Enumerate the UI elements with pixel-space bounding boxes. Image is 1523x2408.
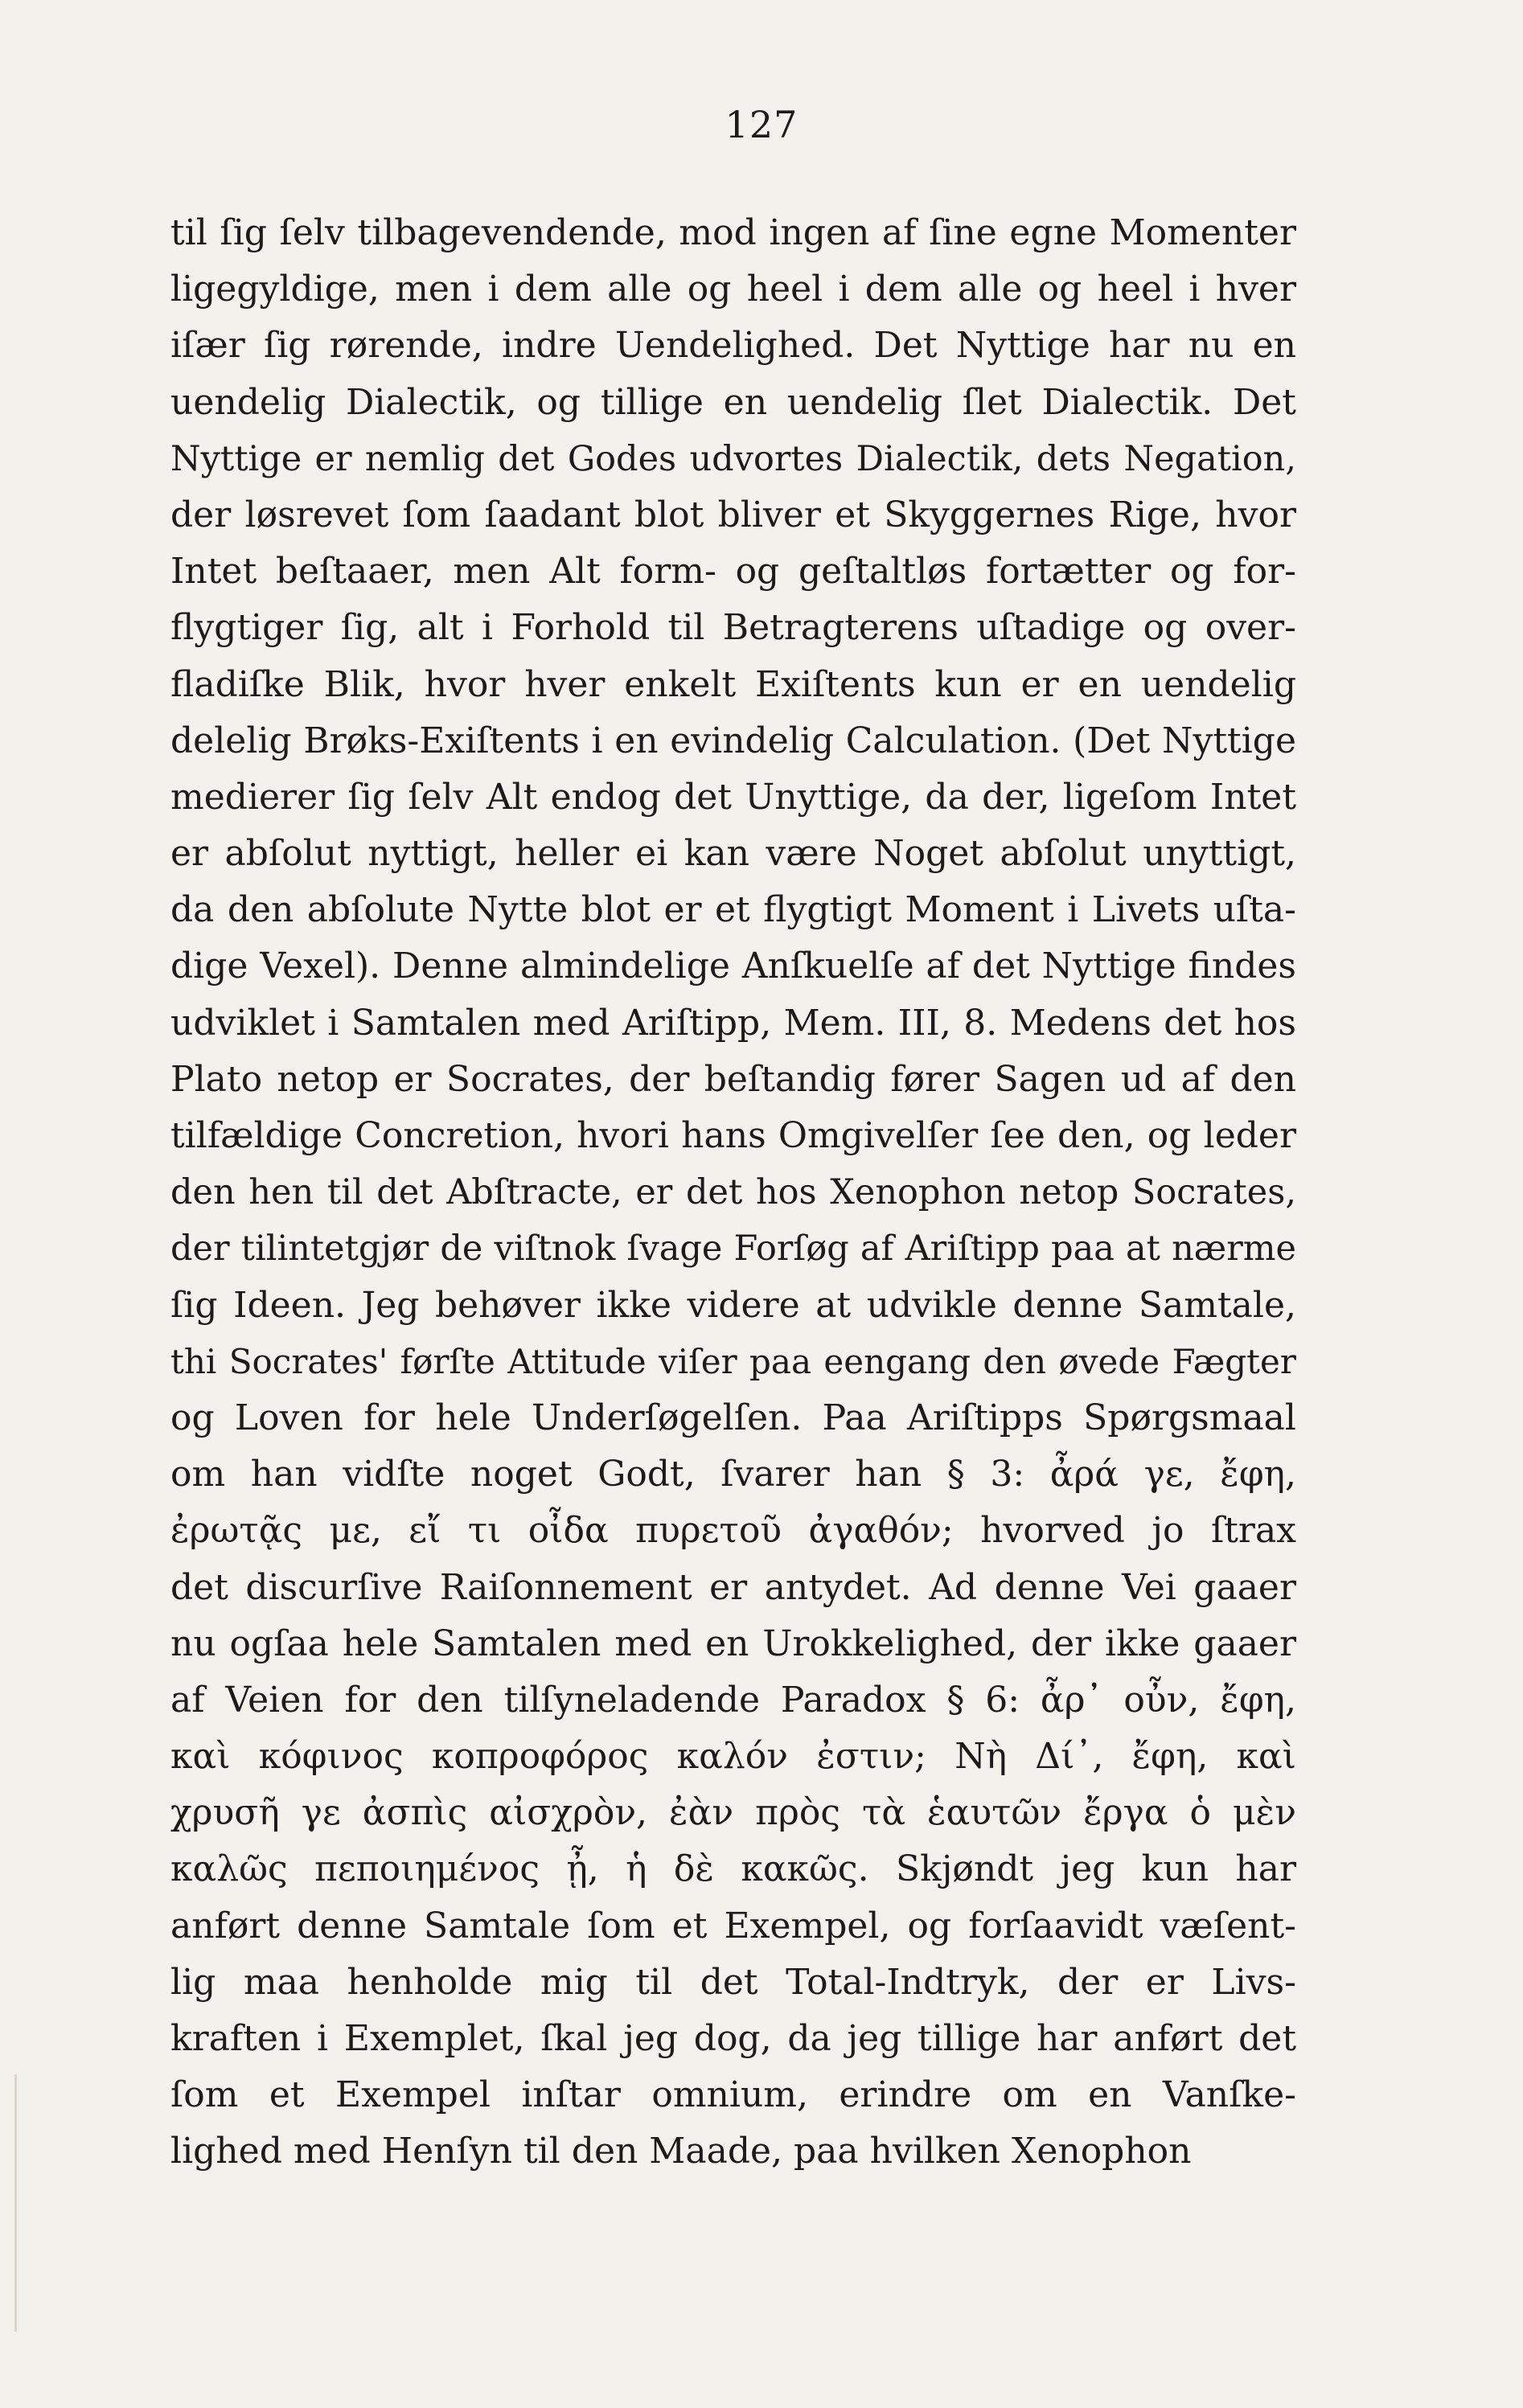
text-line: Plato netop er Socrates, der beſtandig fører Sagen ud af den xyxy=(170,1058,1296,1100)
text-line: καὶ κόφινος κοπροφόρος καλόν ἐστιν; Νὴ Δί᾽, ἔφη, καὶ xyxy=(170,1736,1296,1778)
text-line: er abſolut nyttigt, heller ei kan være Noget abſolut unyttigt, xyxy=(170,833,1296,875)
text-line: udviklet i Samtalen med Ariſtipp, Mem. III, 8. Medens det hos xyxy=(170,1002,1296,1044)
text-line: thi Socrates' førſte Attitude viſer paa eengang den øvede Fægter xyxy=(170,1341,1296,1381)
text-line: lighed med Henſyn til den Maade, paa hvilken Xenophon xyxy=(170,2131,1192,2172)
text-line: medierer ſig ſelv Alt endog det Unyttige, da der, ligeſom Intet xyxy=(170,776,1296,818)
text-line: ἐρωτᾷς με, εἴ τι οἶδα πυρετοῦ ἀγαθόν; hvorved jo ſtrax xyxy=(170,1510,1296,1552)
text-line: uendelig Dialectik, og tillige en uendelig ſlet Dialectik. Det xyxy=(170,381,1296,423)
text-line: om han vidſte noget Godt, ſvarer han § 3: ἆρά γε, ἔφη, xyxy=(170,1454,1296,1495)
text-line: delelig Brøks-Exiſtents i en evindelig Calculation. (Det Nyttige xyxy=(170,720,1296,761)
text-line: καλῶς πεποιημένος ᾖ, ἡ δὲ κακῶς. Skjøndt jeg kun har xyxy=(170,1848,1296,1890)
body-text xyxy=(170,205,1296,2180)
text-line: Intet beſtaaer, men Alt form- og geſtaltløs fortætter og for- xyxy=(170,551,1296,593)
text-line: fladiſke Blik, hvor hver enkelt Exiſtents kun er en uendelig xyxy=(170,663,1296,705)
text-line: Nyttige er nemlig det Godes udvortes Dialectik, dets Negation, xyxy=(170,438,1296,479)
text-line: og Loven for hele Underſøgelſen. Paa Ariſtipps Spørgsmaal xyxy=(170,1397,1296,1438)
text-line: flygtiger ſig, alt i Forhold til Betragterens uſtadige og over- xyxy=(170,607,1296,649)
text-line: den hen til det Abſtracte, er det hos Xenophon netop Socrates, xyxy=(170,1172,1296,1213)
text-line: der tilintetgjør de viſtnok ſvage Forſøg af Ariſtipp paa at nærme xyxy=(170,1229,1296,1270)
text-line: tilfældige Concretion, hvori hans Omgivelſer ſee den, og leder xyxy=(170,1115,1296,1156)
text-line: til ſig ſelv tilbagevendende, mod ingen af ſine egne Momenter xyxy=(170,212,1296,253)
text-line: der løsrevet ſom ſaadant blot bliver et Skyggernes Rige, hvor xyxy=(170,494,1296,535)
text-line: ſig Ideen. Jeg behøver ikke videre at udvikle denne Samtale, xyxy=(170,1284,1296,1326)
text-line: χρυσῆ γε ἀσπὶς αἰσχρὸν, ἐὰν πρὸς τὰ ἑαυτῶν ἔργα ὁ μὲν xyxy=(170,1792,1296,1834)
text-line: af Veien for den tilſyneladende Paradox § 6: ἆρ᾽ οὖν, ἔφη, xyxy=(170,1679,1296,1721)
text-line: iſær ſig rørende, indre Uendelighed. Det Nyttige har nu en xyxy=(170,325,1296,367)
text-line: ligegyldige, men i dem alle og heel i dem alle og heel i hver xyxy=(170,269,1296,310)
text-line: da den abſolute Nytte blot er et flygtigt Moment i Livets uſta- xyxy=(170,889,1296,931)
scan-edge-mark xyxy=(14,2074,17,2332)
text-line: kraften i Exemplet, ſkal jeg dog, da jeg tillige har anført det xyxy=(170,2018,1296,2059)
text-line: det discurſive Raiſonnement er antydet. Ad denne Vei gaaer xyxy=(170,1566,1296,1608)
text-line: nu ogſaa hele Samtalen med en Urokkelighed, der ikke gaaer xyxy=(170,1622,1296,1664)
page-number: 127 xyxy=(725,103,798,146)
text-line: anført denne Samtale ſom et Exempel, og forſaavidt væſent- xyxy=(170,1905,1296,1947)
text-line: lig maa henholde mig til det Total-Indtryk, der er Livs- xyxy=(170,1961,1296,2003)
text-line: ſom et Exempel inſtar omnium, erindre om en Vanſke- xyxy=(170,2074,1296,2116)
text-line: dige Vexel). Denne almindelige Anſkuelſe af det Nyttige findes xyxy=(170,946,1296,987)
